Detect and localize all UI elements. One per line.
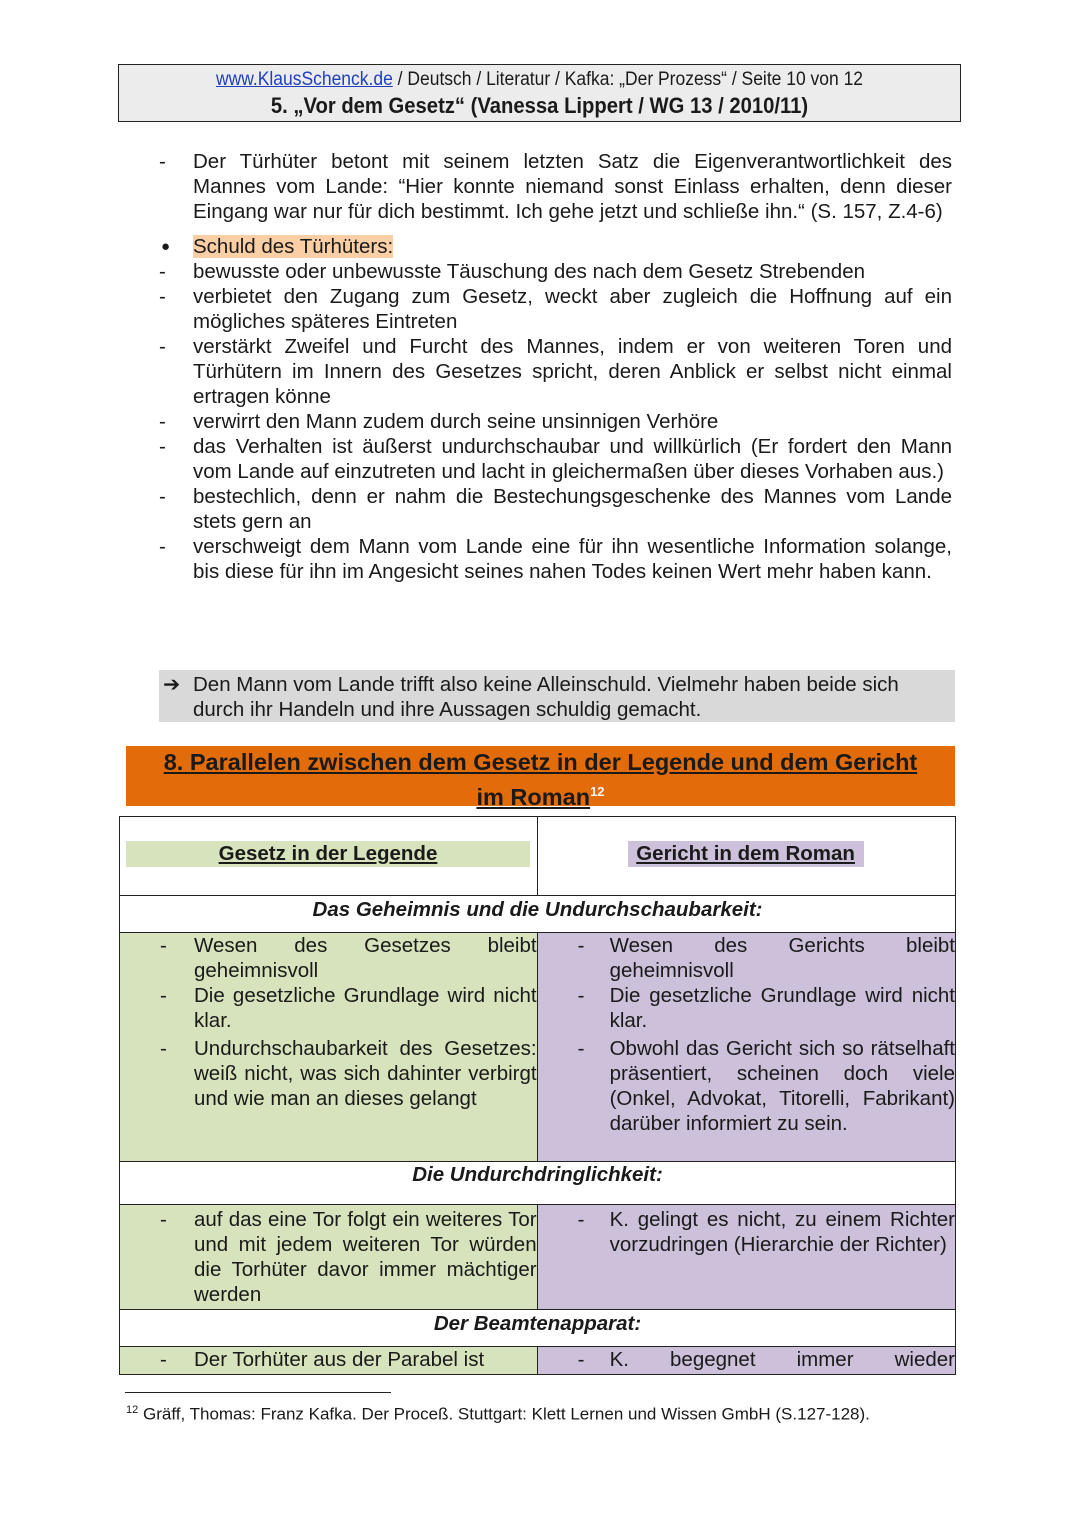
bullet-icon: ●: [161, 238, 171, 255]
comparison-table: [119, 816, 956, 1375]
footnote-ref[interactable]: 12: [590, 784, 605, 799]
item-text: Obwohl das Gericht sich so rätselhaft präsentiert, scheinen doch viele (Onkel, Advokat, Titorelli, Fabrikant) darüber informiert zu sein.: [609, 1037, 955, 1135]
section-title-line1: 8. Parallelen zwischen dem Gesetz in der Legende und dem Gericht: [163, 749, 918, 775]
dash-marker: -: [159, 285, 166, 308]
list-item: [155, 149, 952, 224]
table-cell-right: [537, 1347, 955, 1375]
dash-marker: -: [159, 485, 166, 508]
col-header-roman: Gericht in dem Roman: [628, 841, 864, 867]
header-path: / Deutsch / Literatur / Kafka: „Der Prozess“ / Seite 10 von 12: [392, 69, 864, 90]
item-text: Wesen des Gerichts bleibt geheimnisvoll: [609, 934, 955, 982]
dash-marker: -: [160, 1208, 167, 1231]
item-text: K. gelingt es nicht, zu einem Richter vorzudringen (Hierarchie der Richter): [609, 1208, 955, 1256]
item-text: verbietet den Zugang zum Gesetz, weckt aber zugleich die Hoffnung auf ein mögliches späteres Eintreten: [193, 285, 952, 333]
header-cell-right: [537, 817, 955, 896]
site-link[interactable]: www.KlausSchenck.de: [215, 69, 393, 90]
item-text: Wesen des Gesetzes bleibt geheimnisvoll: [194, 934, 537, 982]
item-text: verstärkt Zweifel und Furcht des Mannes, indem er von weiteren Toren und Türhütern im Innern des Gesetzes spricht, deren Anblick er selbst nicht einmal ertragen könne: [193, 335, 952, 408]
footnote-text: Gräff, Thomas: Franz Kafka. Der Proceß. Stuttgart: Klett Lernen und Wissen GmbH (S.127-128).: [142, 1404, 870, 1424]
item-text: verwirrt den Mann zudem durch seine unsinnigen Verhöre: [193, 410, 719, 433]
item-text: verschweigt dem Mann vom Lande eine für ihn wesentliche Information solange, bis diese für ihn im Angesicht seines nahen Todes keinen Wert mehr haben kann.: [193, 535, 952, 583]
section-row-title: Das Geheimnis und die Undurchschaubarkeit:: [120, 896, 956, 933]
item-text: das Verhalten ist äußerst undurchschaubar und willkürlich (Er fordert den Mann vom Lande auf einzutreten und lacht in gleichermaßen über dieses Vorhaben aus.): [193, 435, 952, 483]
list-item: [155, 234, 952, 259]
list-item: [538, 983, 955, 1033]
dash-marker: -: [160, 984, 167, 1007]
dash-marker: -: [159, 435, 166, 458]
dash-marker: -: [160, 934, 167, 957]
dash-marker: -: [159, 535, 166, 558]
table-cell-left: [120, 933, 538, 1162]
list-item: [538, 1207, 955, 1257]
item-text: Die gesetzliche Grundlage wird nicht klar.: [609, 984, 955, 1032]
header-cell-left: [120, 817, 538, 896]
item-text: Der Torhüter aus der Parabel ist: [194, 1348, 485, 1371]
dash-marker: -: [577, 1348, 585, 1371]
section-heading: [126, 746, 955, 810]
list-item: [155, 484, 952, 534]
list-item: [120, 933, 537, 983]
page-header: [118, 64, 961, 122]
list-item: [120, 1207, 537, 1307]
list-item: [120, 1036, 537, 1111]
dash-marker: -: [577, 934, 585, 957]
header-line: [153, 69, 927, 91]
col-header-legende: Gesetz in der Legende: [126, 841, 530, 867]
dash-marker: -: [159, 150, 166, 173]
section-row-title: Die Undurchdringlichkeit:: [120, 1162, 956, 1205]
section-title-line2: im Roman: [476, 783, 591, 810]
bullet-list: [155, 149, 952, 584]
header-title: 5. „Vor dem Gesetz“ (Vanessa Lippert / WG 13 / 2010/11): [270, 93, 809, 118]
table-cell-right: [537, 933, 955, 1162]
dash-marker: -: [159, 335, 166, 358]
list-item: [155, 434, 952, 484]
list-item: [155, 534, 952, 584]
list-item: [120, 983, 537, 1033]
list-item: [155, 334, 952, 409]
list-item: [538, 1347, 955, 1372]
section-row-title: Der Beamtenapparat:: [120, 1310, 956, 1347]
table-cell-left: [120, 1347, 538, 1375]
footnote-number: 12: [126, 1404, 139, 1416]
item-text: Der Türhüter betont mit seinem letzten Satz die Eigenverantwortlichkeit des Mannes vom Lande: “Hier konnte niemand sonst Einlass erhalten, denn dieser Eingang war nur für dich bestimmt. Ich gehe jetzt und schließe ihn.“ (S. 157, Z.4-6): [193, 150, 952, 223]
dash-marker: -: [577, 984, 585, 1007]
item-text: K. begegnet immer wieder: [609, 1348, 955, 1371]
item-text: bewusste oder unbewusste Täuschung des nach dem Gesetz Strebenden: [193, 260, 865, 283]
item-text: Die gesetzliche Grundlage wird nicht klar.: [194, 984, 537, 1032]
list-item: [120, 1347, 537, 1372]
table-cell-right: [537, 1205, 955, 1310]
dash-marker: -: [160, 1348, 167, 1371]
list-item: [155, 259, 952, 284]
list-item: [538, 933, 955, 983]
list-item: [155, 284, 952, 334]
dash-marker: -: [159, 260, 166, 283]
dash-marker: -: [159, 410, 166, 433]
dash-marker: -: [577, 1208, 585, 1231]
footnote: [126, 1404, 870, 1425]
dash-marker: -: [577, 1037, 585, 1060]
dash-marker: -: [160, 1037, 167, 1060]
item-text: auf das eine Tor folgt ein weiteres Tor und mit jedem weiteren Tor würden die Torhüter davor immer mächtiger werden: [194, 1208, 537, 1306]
list-item: [155, 409, 952, 434]
schuld-heading: Schuld des Türhüters:: [193, 235, 394, 258]
footnote-divider: [125, 1392, 391, 1393]
item-text: bestechlich, denn er nahm die Bestechungsgeschenke des Mannes vom Lande stets gern an: [193, 485, 952, 533]
table-cell-left: [120, 1205, 538, 1310]
arrow-icon: ➔: [163, 673, 181, 696]
item-text: Undurchschaubarkeit des Gesetzes: weiß nicht, was sich dahinter verbirgt und wie man an dieses gelangt: [194, 1037, 537, 1110]
conclusion-text: Den Mann vom Lande trifft also keine Alleinschuld. Vielmehr haben beide sich durch ihr Handeln und ihre Aussagen schuldig gemacht.: [193, 673, 899, 721]
list-item: [538, 1036, 955, 1136]
conclusion-box: [159, 670, 955, 722]
